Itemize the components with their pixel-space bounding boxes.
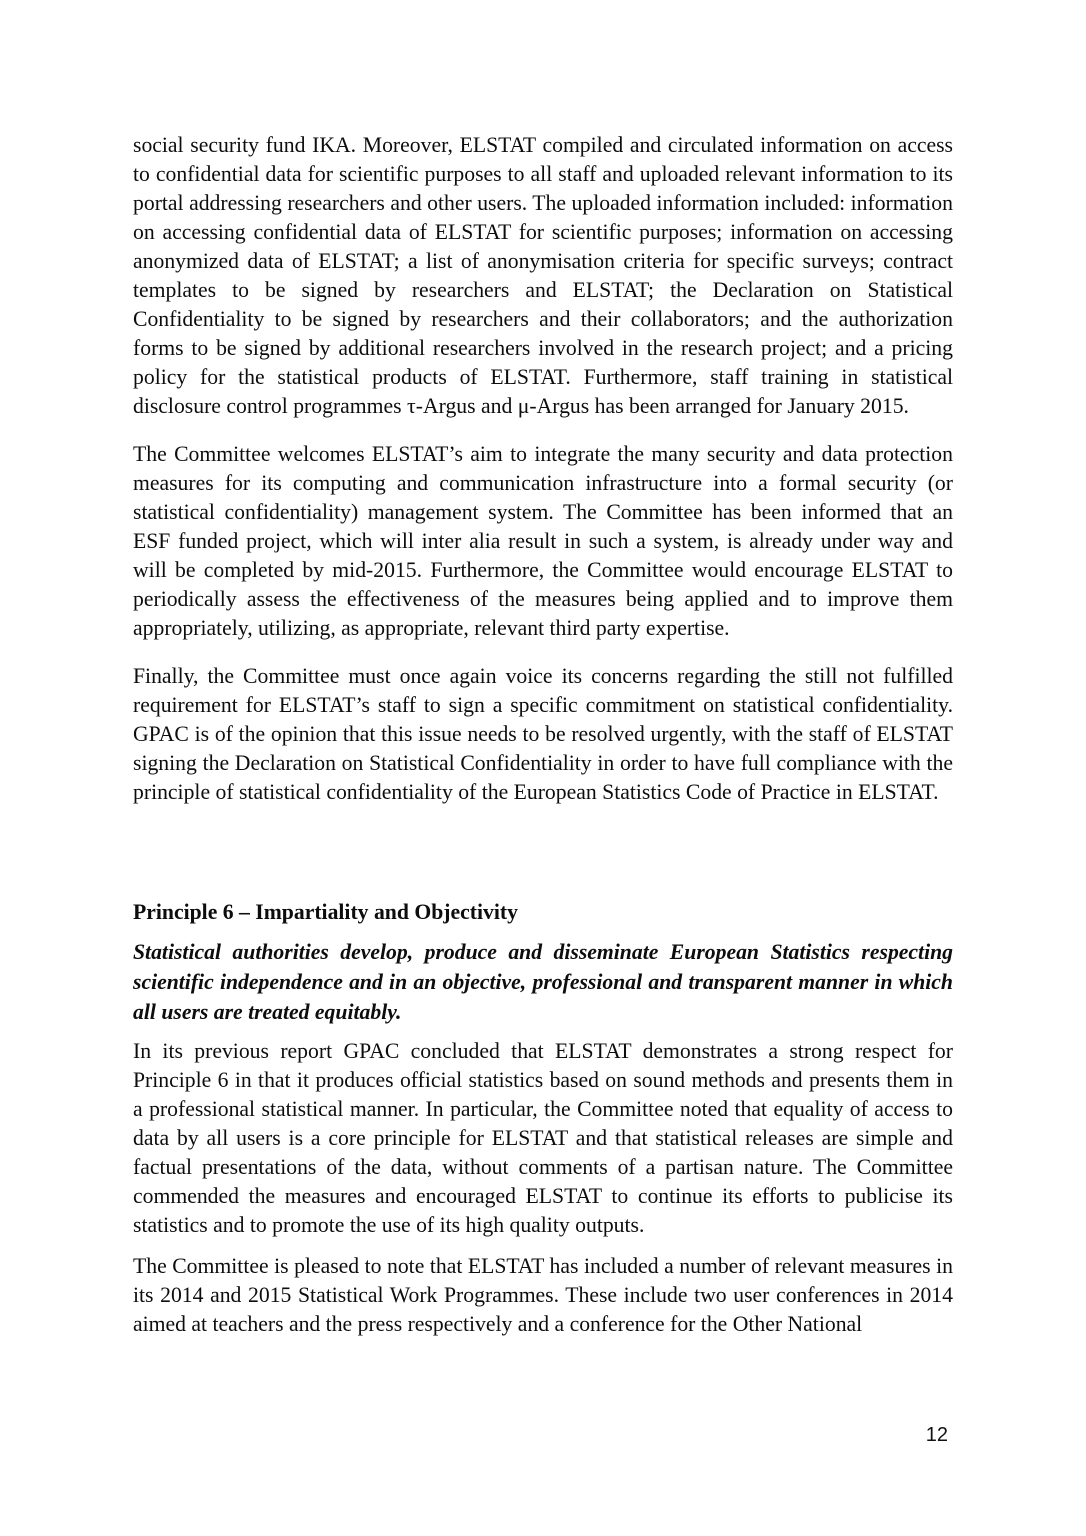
paragraph-security-management: The Committee welcomes ELSTAT’s aim to integrate the many security and data protection measures for its computing and communication infrastructure into a formal security (or statistical confidentiality) management system. The Committee has been informed that an ESF funded project, which will inter alia result in such a system, is already under way and will be completed by mid-2015. Furthermore, the Committee would encourage ELSTAT to periodically assess the effectiveness of the measures being applied and to improve them appropriately, utilizing, as appropriate, relevant third party expertise. — [133, 442, 953, 640]
paragraph-work-programmes: The Committee is pleased to note that ELSTAT has included a number of relevant measures in its 2014 and 2015 Statistical Work Programmes. These include two user conferences in 2014 aimed at teachers and the press respectively and a conference for the Other National — [133, 1254, 953, 1336]
section-heading-principle-6: Principle 6 – Impartiality and Objectivity — [133, 900, 518, 924]
paragraph-previous-report: In its previous report GPAC concluded that ELSTAT demonstrates a strong respect for Principle 6 in that it produces official statistics based on sound methods and presents them in a professional statistical manner. In particular, the Committee noted that equality of access to data by all users is a core principle for ELSTAT and that statistical releases are simple and factual presentations of the data, without comments of a partisan nature. The Committee commended the measures and encouraged ELSTAT to continue its efforts to publicise its statistics and to promote the use of its high quality outputs. — [133, 1039, 953, 1237]
paragraph-confidentiality-concerns: Finally, the Committee must once again voice its concerns regarding the still not fulfilled requirement for ELSTAT’s staff to sign a specific commitment on statistical confidentiality. GPAC is of the opinion that this issue needs to be resolved urgently, with the staff of ELSTAT signing the Declaration on Statistical Confidentiality in order to have full compliance with the principle of statistical confidentiality of the European Statistics Code of Practice in ELSTAT. — [133, 664, 953, 804]
principle-6-statement: Statistical authorities develop, produce and disseminate European Statistics respecting scientific independence and in an objective, professional and transparent manner in which all users are treated equitably. — [133, 940, 953, 1024]
page-number: 12 — [925, 1424, 948, 1446]
document-content — [133, 131, 953, 1339]
paragraph-confidential-data-access: social security fund IKA. Moreover, ELSTAT compiled and circulated information on access to confidential data for scientific purposes to all staff and uploaded relevant information to its portal addressing researchers and other users. The uploaded information included: information on accessing confidential data of ELSTAT for scientific purposes; information on accessing anonymized data of ELSTAT; a list of anonymisation criteria for specific surveys; contract templates to be signed by researchers and ELSTAT; the Declaration on Statistical Confidentiality to be signed by researchers and their collaborators; and the authorization forms to be signed by additional researchers involved in the research project; and a pricing policy for the statistical products of ELSTAT. Furthermore, staff training in statistical disclosure control programmes τ-Argus and μ-Argus has been arranged for January 2015. — [133, 133, 953, 418]
